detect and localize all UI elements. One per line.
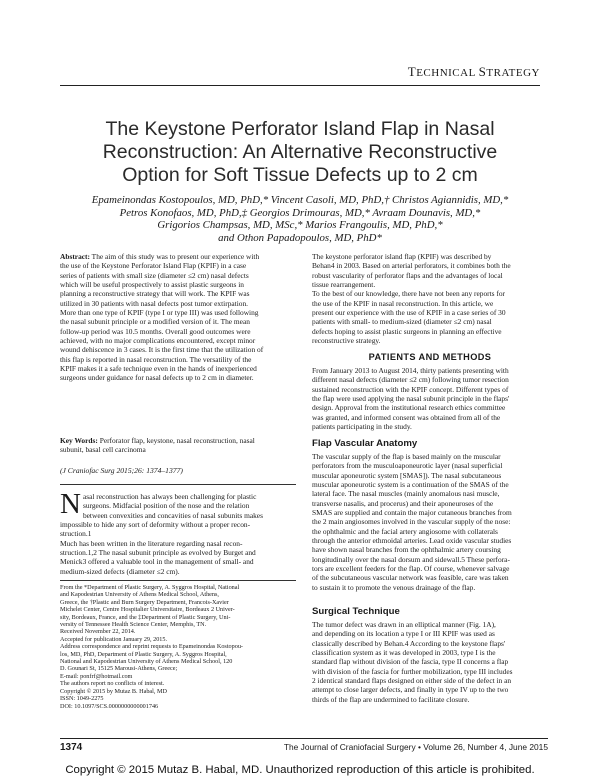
body-line: tors are excellent feeders for the flap. Of course, whenever salvage — [312, 564, 510, 574]
intro-line: medium-sized defects (diameter ≤2 cm). — [60, 566, 180, 576]
abstract-line: follow-up period was 10.5 months. Overall good outcomes were — [60, 326, 251, 336]
body-line: different nasal defects (diameter ≤2 cm) following tumor resection — [312, 375, 509, 385]
body-line: present our experience with the use of KPIF in a case series of 30 — [312, 308, 506, 318]
surgical-technique-heading: Surgical Technique — [312, 606, 400, 617]
body-line: the flap were used applying the nasal subunit principle in the flaps' — [312, 394, 510, 404]
footnote-line: From the *Department of Plastic Surgery, A. Syggros Hospital, National — [60, 584, 240, 591]
section-label-rest1: ECHNICAL — [416, 67, 476, 79]
intro-continued — [312, 252, 548, 345]
footnote-line: and Kapodestrian University of Athens Medical School, Athens, — [60, 591, 219, 599]
copyright-banner: Copyright © 2015 Mutaz B. Habal, MD. Unauthorized reproduction of this article is prohibited. — [65, 764, 535, 776]
abstract-line: utilized in 30 patients with nasal defects post tumor extirpation. — [60, 298, 249, 308]
section-label-cap2: S — [478, 64, 487, 79]
body-line: standard flap without division of the fascia, type II concerns a flap — [312, 657, 509, 667]
section-label-cap1: T — [407, 64, 417, 79]
drop-cap: N — [60, 492, 81, 520]
footnote-line: DOI: 10.1097/SCS.0000000000001746 — [60, 702, 159, 710]
abstract-line: series of patients with small size (diameter ≤2 cm) nasal defects — [60, 270, 249, 280]
title-line: The Keystone Perforator Island Flap in Nasal — [105, 118, 495, 140]
patients-methods-heading: PATIENTS AND METHODS — [368, 352, 492, 362]
body-line: lateral face. The nasal muscles (mainly anomalous nasi muscle, — [312, 489, 500, 499]
page-number: 1374 — [60, 742, 83, 753]
footnote-line: Address correspondence and reprint requests to Epameinondas Kostopou- — [60, 643, 243, 651]
abstract-line: surgeons under guidance for nasal defects up to 2 cm in diameter. — [60, 373, 254, 383]
patients-methods-body — [312, 366, 548, 431]
body-line: attempt to close larger defects, and finally in type IV up to the two — [312, 685, 509, 695]
author-line: and Othon Papadopoulos, MD, PhD* — [218, 231, 382, 244]
keywords-text: Perforator flap, keystone, nasal reconstruction, nasal — [97, 436, 255, 445]
intro-line: surgeons. Midfacial position of the nose and the relation — [82, 501, 250, 511]
section-label — [60, 64, 540, 86]
abstract-line: KPIF makes it a safe technique even in the hands of inexperienced — [60, 364, 257, 374]
page-footer — [60, 738, 548, 753]
section-label-rest2: TRATEGY — [486, 67, 540, 79]
intro-line: asal reconstruction has always been challenging for plastic — [82, 492, 257, 501]
intro-line: between convexities and concavities of nasal subunits makes — [82, 510, 263, 520]
body-line: patients participating in the study. — [312, 422, 412, 432]
abstract — [60, 252, 296, 383]
keywords-line: subunit, basal cell carcinoma — [60, 445, 146, 455]
body-line: The tumor defect was drawn in an elliptical manner (Fig. 1A), — [312, 620, 496, 629]
surgical-technique-body — [312, 620, 548, 704]
keywords-label: Key Words: — [60, 436, 98, 445]
footnote-line: los, MD, PhD, Department of Plastic Surgery, A. Syggros Hospital, — [60, 650, 227, 658]
intro-line: struction.1,2 The nasal subunit principle as evolved by Burget and — [60, 548, 256, 558]
body-line: classically described by Behan.4 According to the keystone flaps' — [312, 638, 506, 648]
body-line: The keystone perforator island flap (KPIF) was described by — [312, 252, 492, 261]
body-line: have shown nasal branches from the ophthalmic artery coursing — [312, 545, 501, 555]
divider — [60, 484, 296, 485]
body-line: transverse nasalis, and procerus) and their aponeuroses of the — [312, 498, 494, 508]
footnote-line: The authors report no conflicts of interest. — [60, 680, 165, 688]
body-line: of the subcutaneous vascular network was feasible, care was taken — [312, 573, 509, 583]
body-line: tissue rearrangement. — [312, 280, 376, 290]
footnote-line: Michelet Center, Centre Hospitalier Universitaire, Bordeaux 2 Univer- — [60, 606, 235, 614]
abstract-line: the use of the Keystone Perforator Island Flap (KPIF) in a case — [60, 261, 247, 271]
footnote-divider — [60, 580, 296, 581]
footnote-line: D. Gounari St, 15125 Marousi-Athens, Greece; — [60, 665, 178, 673]
body-line: and depending on its location a type I or III KPIF was used as — [312, 629, 495, 639]
body-line: Behan4 in 2003. Based on arterial perforators, it combines both the — [312, 261, 511, 271]
body-line: muscular aponeurotic system [SMAS]). The nasal subcutaneous — [312, 470, 502, 480]
body-line: with division of the fascia for further mobilization, type III includes — [312, 666, 513, 676]
abstract-line: the nasal subunit principle or a modified version of it. The mean — [60, 317, 250, 327]
intro-line: Much has been written in the literature regarding nasal recon- — [60, 538, 243, 548]
intro-line: struction.1 — [60, 529, 92, 539]
body-line: to sustain it to promote the venous drainage of the flap. — [312, 582, 476, 592]
intro-line: Menick3 offered a valuable tool in the management of small- and — [60, 557, 254, 567]
footnote-line: Copyright © 2015 by Mutaz B. Habal, MD — [60, 687, 167, 695]
abstract-line — [60, 252, 296, 261]
body-line: the ophthalmic and the facial artery angiosome with collaterals — [312, 526, 498, 536]
author-list — [70, 194, 530, 244]
body-line: 2 identical standard flaps designed on either side of the defect in an — [312, 676, 512, 686]
journal-info: The Journal of Craniofacial Surgery • Volume 26, Number 4, June 2015 — [283, 742, 548, 752]
abstract-line: this flap is reported in nasal reconstruction. The versatility of the — [60, 354, 252, 364]
body-line: perforators from the musculoaponeurotic layer (nasal superficial — [312, 461, 503, 471]
footnote-line: ISSN: 1049-2275 — [60, 695, 104, 703]
footnote-line: Received November 22, 2014. — [60, 628, 136, 636]
title-line: Reconstruction: An Alternative Reconstructive — [102, 141, 498, 163]
citation: (J Craniofac Surg 2015;26: 1374–1377) — [60, 466, 183, 475]
flap-anatomy-heading: Flap Vascular Anatomy — [312, 438, 418, 449]
abstract-label: Abstract: — [60, 252, 90, 261]
body-line: the 2 main angiosomes involved in the vascular supply of the nose: — [312, 517, 511, 527]
body-line: through the anterior ethmoidal arteries. Lead oxide vascular studies — [312, 536, 512, 546]
body-line: defects hoping to assist plastic surgeons in planning an effective — [312, 326, 502, 336]
body-line: classification system as it was developed in 2003, type I is the — [312, 648, 496, 658]
footnote-line: sity, Bordeaux, France, and the ‡Department of Plastic Surgery, Uni- — [60, 613, 231, 621]
flap-anatomy-body — [312, 452, 548, 592]
title-line: Option for Soft Tissue Defects up to 2 cm — [122, 164, 478, 186]
body-line: SMAS are supplied and contain the major cutaneous branches from — [312, 508, 512, 518]
footnote-line: E-mail: ponfrf@hotmail.com — [60, 672, 133, 680]
body-line: robust vascularity of perforator flaps and the advantages of local — [312, 270, 503, 280]
body-line: reconstructive strategy. — [312, 336, 381, 346]
author-line: Petros Konofaos, MD, PhD,‡ Georgios Drimouras, MD,* Avraam Dounavis, MD,* — [119, 206, 481, 219]
abstract-line: achieved, with no major complications encountered, except minor — [60, 336, 256, 346]
abstract-text: The aim of this study was to present our experience with — [89, 252, 260, 261]
footnote-line: Greece, the †Plastic and Burn Surgery Department, Francois-Xavier — [60, 598, 229, 606]
footnote-line: National and Kapodestrian University of Athens Medical School, 120 — [60, 658, 233, 666]
body-line: the use of the KPIF in nasal reconstruction. In this article, we — [312, 298, 494, 308]
footnotes — [60, 584, 296, 710]
body-line: patients with small- to medium-sized (diameter ≤2 cm) nasal — [312, 317, 492, 327]
abstract-line: which will be useful prospectively to assist plastic surgeons in — [60, 280, 244, 290]
body-line: thirds of the flap are undermined to facilitate closure. — [312, 694, 470, 704]
body-line: The vascular supply of the flap is based mainly on the muscular — [312, 452, 501, 461]
abstract-line: planning a reconstructive strategy that will work. The KPIF was — [60, 289, 250, 299]
abstract-line: More than one type of KPIF (type I or type III) was used following — [60, 308, 259, 318]
introduction — [60, 492, 296, 576]
footnote-line: Accepted for publication January 29, 2015. — [60, 635, 168, 643]
body-line: muscular aponeurotic system is a continuation of the SMAS of the — [312, 480, 509, 490]
keywords-line — [60, 436, 296, 445]
author-line: Grigorios Champsas, MD, MSc,* Marios Frangoulis, MD, PhD,* — [157, 219, 443, 231]
footnote-line: versity of Tennessee Health Science Center, Memphis, TN. — [60, 621, 207, 629]
body-line: From January 2013 to August 2014, thirty patients presenting with — [312, 366, 509, 375]
body-line: sustained reconstruction with the KPIF concept. Different types of — [312, 384, 509, 394]
keywords — [60, 436, 296, 455]
intro-line: impossible to hide any sort of deformity without a proper recon- — [60, 520, 251, 530]
body-line: was granted, and informed consent was obtained from all of the — [312, 412, 501, 422]
body-line: design. Approval from the institutional research ethics committee — [312, 403, 506, 413]
abstract-line: wound dehiscence in 3 cases. It is the first time that the utilization of — [60, 345, 264, 355]
intro-first-paragraph — [60, 492, 296, 520]
body-line: longitudinally over the nasal dorsum and sidewall.5 These perfora- — [312, 554, 510, 564]
article-title — [70, 118, 530, 187]
author-line: Epameinondas Kostopoulos, MD, PhD,* Vincent Casoli, MD, PhD,† Christos Agiannidis, MD,* — [91, 194, 509, 206]
body-line: To the best of our knowledge, there have not been any reports for — [312, 289, 506, 299]
